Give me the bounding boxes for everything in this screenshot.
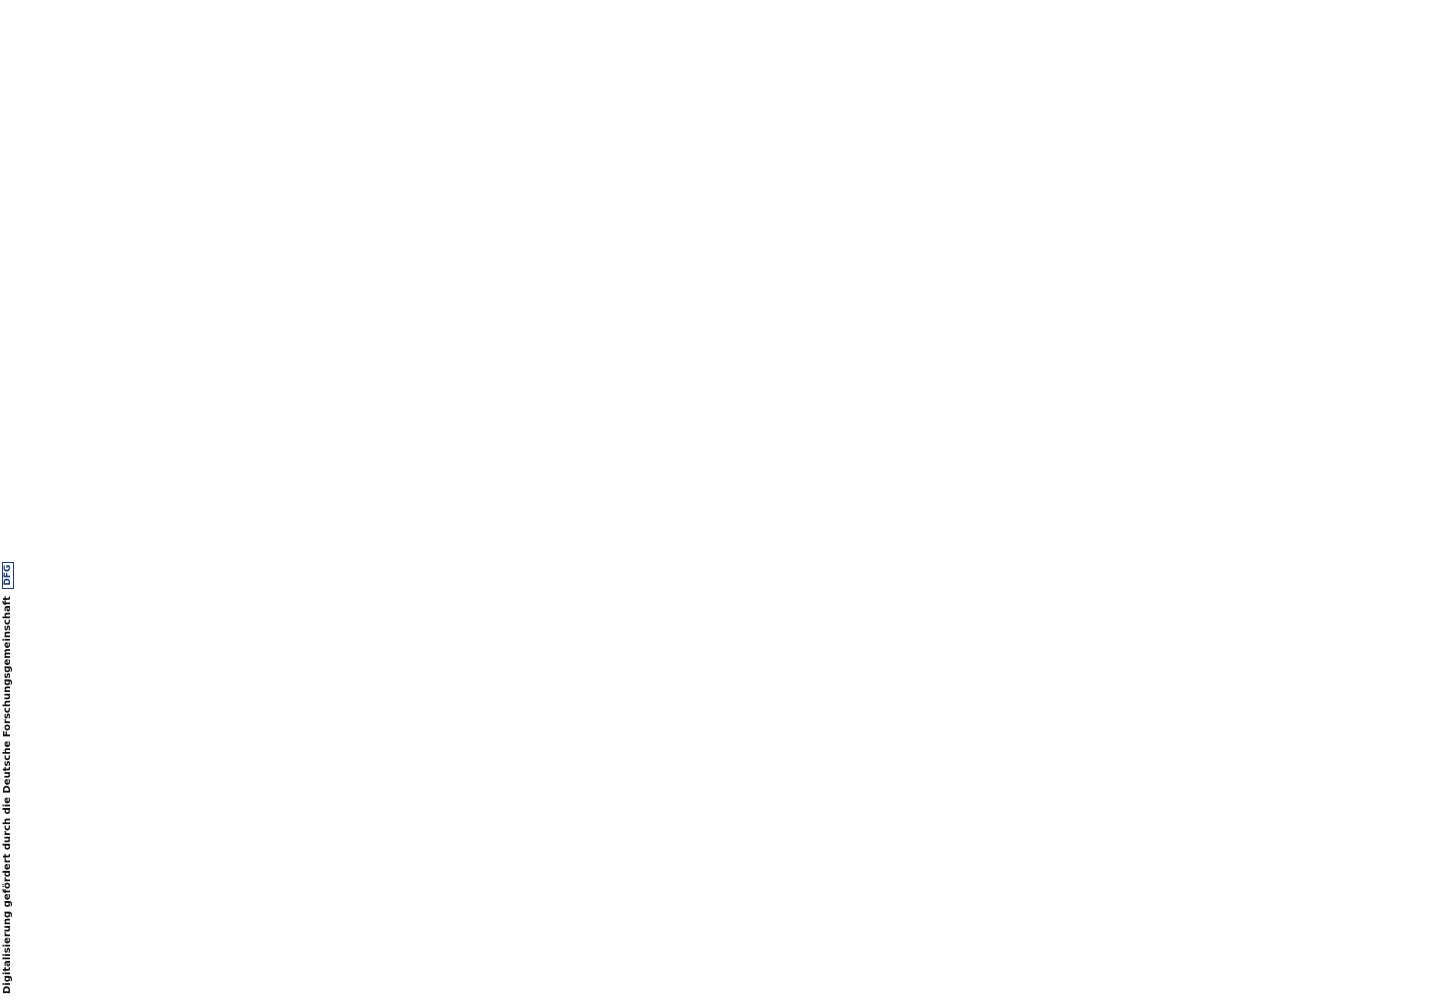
- digitization-credit: [2, 562, 14, 994]
- digitization-credit-text: Digitalisierung gefördert durch die Deutsche Forschungsgemeinschaft: [2, 596, 13, 994]
- dfg-logo: DFG: [2, 562, 14, 589]
